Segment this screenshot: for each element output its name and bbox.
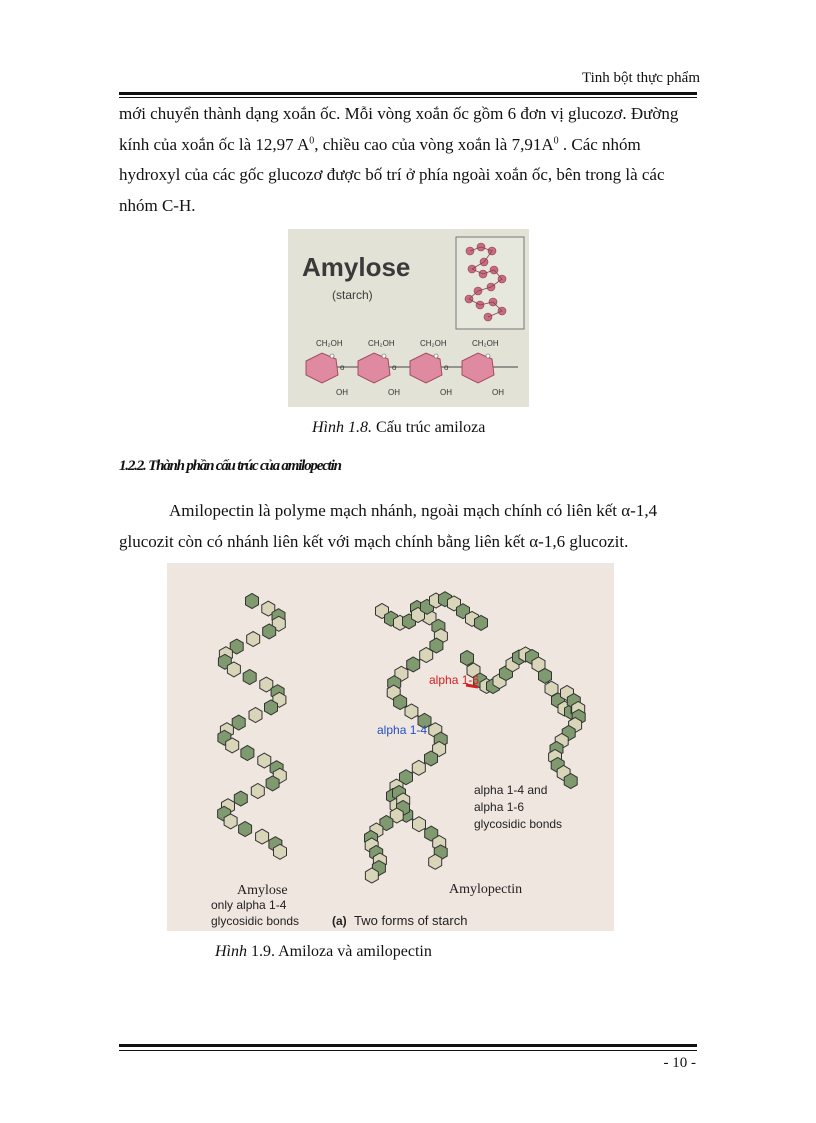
glucose-unit [420,648,433,663]
glucose-unit [429,854,442,869]
header-rule [119,92,697,95]
bridge-label-3: o [444,363,449,372]
glucose-unit [266,776,279,791]
intro-line-2: kính của xoắn ốc là 12,97 $A^0$, chiều cao của vòng xoắn là $7,91A^0$ . Các nhóm [119,134,641,154]
glucose-unit [265,700,278,715]
figure-amylose-amylopectin-image [167,563,614,931]
amylose-label: Amylose [237,883,288,898]
glucose-unit [251,784,264,799]
glucose-unit [239,822,252,837]
glucose-unit [249,708,262,723]
bottom-label-4: OH [492,388,504,397]
glucose-unit [247,632,260,647]
footer-rule [119,1044,697,1047]
bridge-label-2: o [392,363,397,372]
glucose-unit [226,738,239,753]
part-marker: (a) [332,914,347,928]
amylose-diagram [288,229,529,407]
bottom-label-1: OH [336,388,348,397]
footer-rule-thin [119,1050,697,1051]
label-both-2: alpha 1-6 [474,800,525,814]
glucose-unit [224,814,237,829]
figure-1-9-text: 1.9. Amiloza và amilopectin [247,943,432,960]
bottom-label-2: OH [388,388,400,397]
glucose-unit [232,715,245,730]
glucose-unit [425,751,438,766]
amilopectin-line-1: Amilopectin là polyme mạch nhánh, ngoài mạch chính có liên kết α-1,4 [169,501,658,520]
bottom-label-3: OH [440,388,452,397]
glucose-unit [227,662,240,677]
glucose-unit [413,817,426,832]
group-label-3: CH₂OH [420,339,447,348]
amilopectin-line-2: glucozit còn có nhánh liên kết với mạch chính bằng liên kết α-1,6 glucozit. [119,531,629,551]
intro-line-3: hydroxyl của các gốc glucozơ được bố trí ở phía ngoài xoắn ốc, bên trong là các [119,165,665,184]
part-title: Two forms of starch [354,913,468,928]
helix-inset [456,237,524,329]
label-both-3: glycosidic bonds [474,817,563,831]
glucose-unit [539,668,552,683]
amylose-desc-2: glycosidic bonds [211,914,300,928]
figure-1-9-caption [215,943,432,961]
bridge-label-1: o [340,363,345,372]
glucose-unit [256,829,269,844]
group-label-1: CH₂OH [316,339,343,348]
group-label-2: CH₂OH [368,339,395,348]
label-alpha-1-6: alpha 1-6 [429,673,480,687]
intro-paragraph [119,99,697,221]
intro-line-4: nhóm C-H. [119,195,196,215]
section-heading: 1.2.2. Thành phần cấu trúc của amilopectin [119,458,341,474]
amilopectin-paragraph [119,496,697,557]
label-alpha-1-4: alpha 1-4 [377,723,428,737]
amylopectin-label: Amylopectin [449,882,523,897]
figure-1-8-label: Hình 1.8. [312,419,372,436]
glucose-unit [405,704,418,719]
header-rule-thin [119,97,697,98]
amylopectin-diagram [167,563,614,931]
label-both-1: alpha 1-4 and [474,783,548,797]
glucose-unit [461,651,474,666]
amylose-title: Amylose [302,252,411,282]
running-header: Tinh bột thực phẩm [581,70,700,86]
glucose-unit [263,624,276,639]
glucose-unit [412,760,425,775]
glucose-unit [241,746,254,761]
glucose-unit [243,670,256,685]
glucose-unit [258,753,271,768]
intro-line-1: mới chuyển thành dạng xoắn ốc. Mỗi vòng xoắn ốc gồm 6 đơn vị glucozơ. Đường [119,104,679,123]
amylose-subtitle: (starch) [332,288,373,302]
glucose-unit [564,774,577,789]
figure-amylose-image [288,229,529,407]
glucose-unit [394,695,407,710]
figure-1-8-caption [312,419,485,437]
glucose-unit [407,657,420,672]
glucose-unit [246,594,259,609]
page-number: - 10 - [663,1055,696,1071]
glucose-unit [274,844,287,859]
figure-1-8-text: Cấu trúc amiloza [372,419,486,436]
group-label-4: CH₂OH [472,339,499,348]
figure-1-9-label: Hình [215,943,247,960]
amylose-desc-1: only alpha 1-4 [211,898,287,912]
glucose-unit [365,868,378,883]
glucose-unit [234,791,247,806]
glucose-unit [475,615,488,630]
